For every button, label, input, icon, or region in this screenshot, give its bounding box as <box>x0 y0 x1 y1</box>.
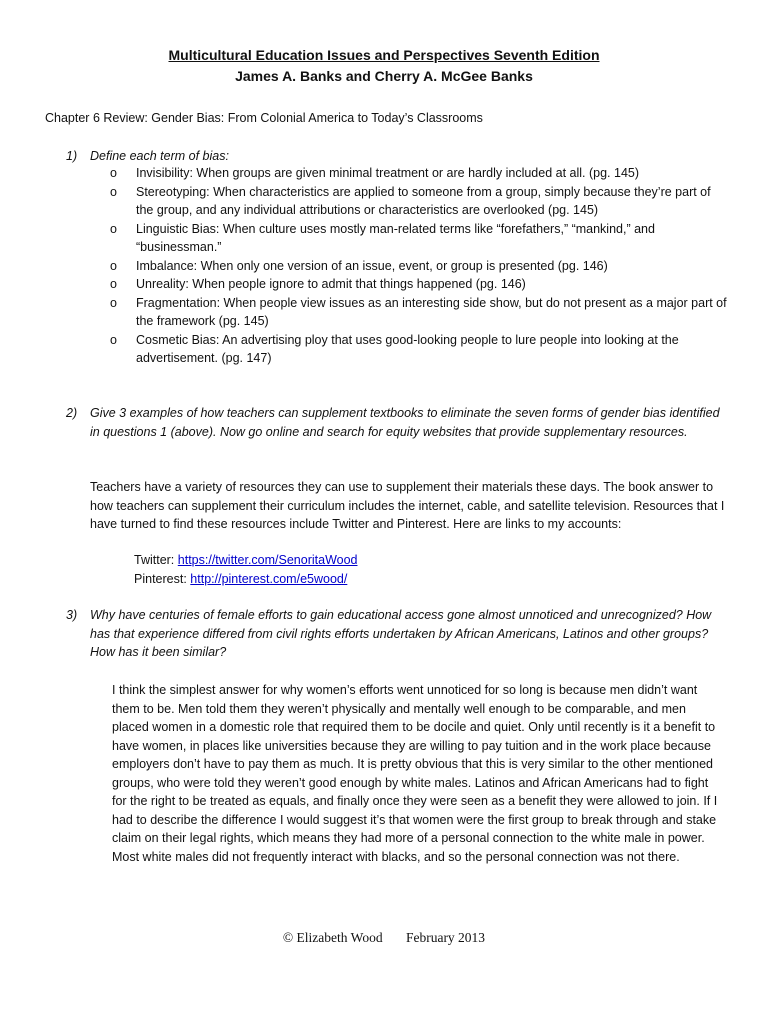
list-item: o Imbalance: When only one version of an issue, event, or group is presented (pg. 146) <box>110 257 730 276</box>
pinterest-link-row <box>134 570 347 589</box>
document-title: Multicultural Education Issues and Perspectives Seventh Edition <box>168 47 600 63</box>
pinterest-label: Pinterest: <box>134 572 187 586</box>
question-1-prompt: Define each term of bias: <box>90 149 229 163</box>
bias-terms-list <box>110 164 730 368</box>
list-item: o Linguistic Bias: When culture uses mostly man-related terms like “forefathers,” “mankind,” and “businessman.” <box>110 220 730 257</box>
footer-date: February 2013 <box>405 930 486 945</box>
list-item: o Stereotyping: When characteristics are applied to someone from a group, simply because they’re part of the group, and any individual attributions or characteristics are overlooked (pg. 145) <box>110 183 730 220</box>
twitter-link[interactable]: https://twitter.com/SenoritaWood <box>177 553 358 567</box>
question-2-answer: Teachers have a variety of resources they can use to supplement their materials these days. The book answer to how teachers can supplement their curriculum includes the internet, cable, and satellite television. Resources that I have turned to find these resources include Twitter and Pinterest. Here are links to my accounts: <box>90 480 725 531</box>
question-2-prompt: Give 3 examples of how teachers can supplement textbooks to eliminate the seven forms of gender bias identified in questions 1 (above). Now go online and search for equity websites that provide supplementary resources. <box>90 406 720 439</box>
question-1-number: 1) <box>66 149 78 163</box>
question-3-prompt: Why have centuries of female efforts to gain educational access gone almost unnoticed and unrecognized? How has that experience differed from civil rights efforts undertaken by African Americans, Latinos and other groups? How has it been similar? <box>90 608 712 659</box>
twitter-link-row <box>134 551 358 570</box>
footer <box>0 930 768 946</box>
pinterest-link[interactable]: http://pinterest.com/e5wood/ <box>190 572 348 586</box>
list-item: o Fragmentation: When people view issues as an interesting side show, but do not present as a major part of the framework (pg. 145) <box>110 294 730 331</box>
question-2-number: 2) <box>66 406 78 420</box>
list-item: o Cosmetic Bias: An advertising ploy that uses good-looking people to lure people into looking at the advertisement. (pg. 147) <box>110 331 730 368</box>
twitter-label: Twitter: <box>134 553 175 567</box>
document-authors: James A. Banks and Cherry A. McGee Banks <box>235 68 533 84</box>
question-3-number: 3) <box>66 608 78 622</box>
copyright-text: © Elizabeth Wood <box>282 930 383 945</box>
list-item: o Invisibility: When groups are given minimal treatment or are hardly included at all. (pg. 145) <box>110 164 730 183</box>
chapter-heading: Chapter 6 Review: Gender Bias: From Colonial America to Today’s Classrooms <box>45 111 483 125</box>
question-3-answer: I think the simplest answer for why women’s efforts went unnoticed for so long is because men didn’t want them to be. Men told them they weren’t physically and mentally well enough to be comparable, and men placed women in a domestic role that required them to be docile and quiet. Only until recently is it a benefit to have women, in places like universities because they are willing to pay tuition and in the work place because employers don’t have to pay them as much. It is pretty obvious that this is very similar to the other mentioned groups, who were told they weren’t good enough by white males. Latinos and African Americans had to fight for the right to be treated as equals, and finally once they were seen as a benefit they were allowed to join. If I had to describe the difference I would suggest it’s that women were the first group to break through and stake claim on their legal rights, which means they had more of a personal connection to the white male in power. Most white males did not frequently interact with blacks, and so the personal connection was not there. <box>112 683 718 864</box>
list-item: o Unreality: When people ignore to admit that things happened (pg. 146) <box>110 275 730 294</box>
